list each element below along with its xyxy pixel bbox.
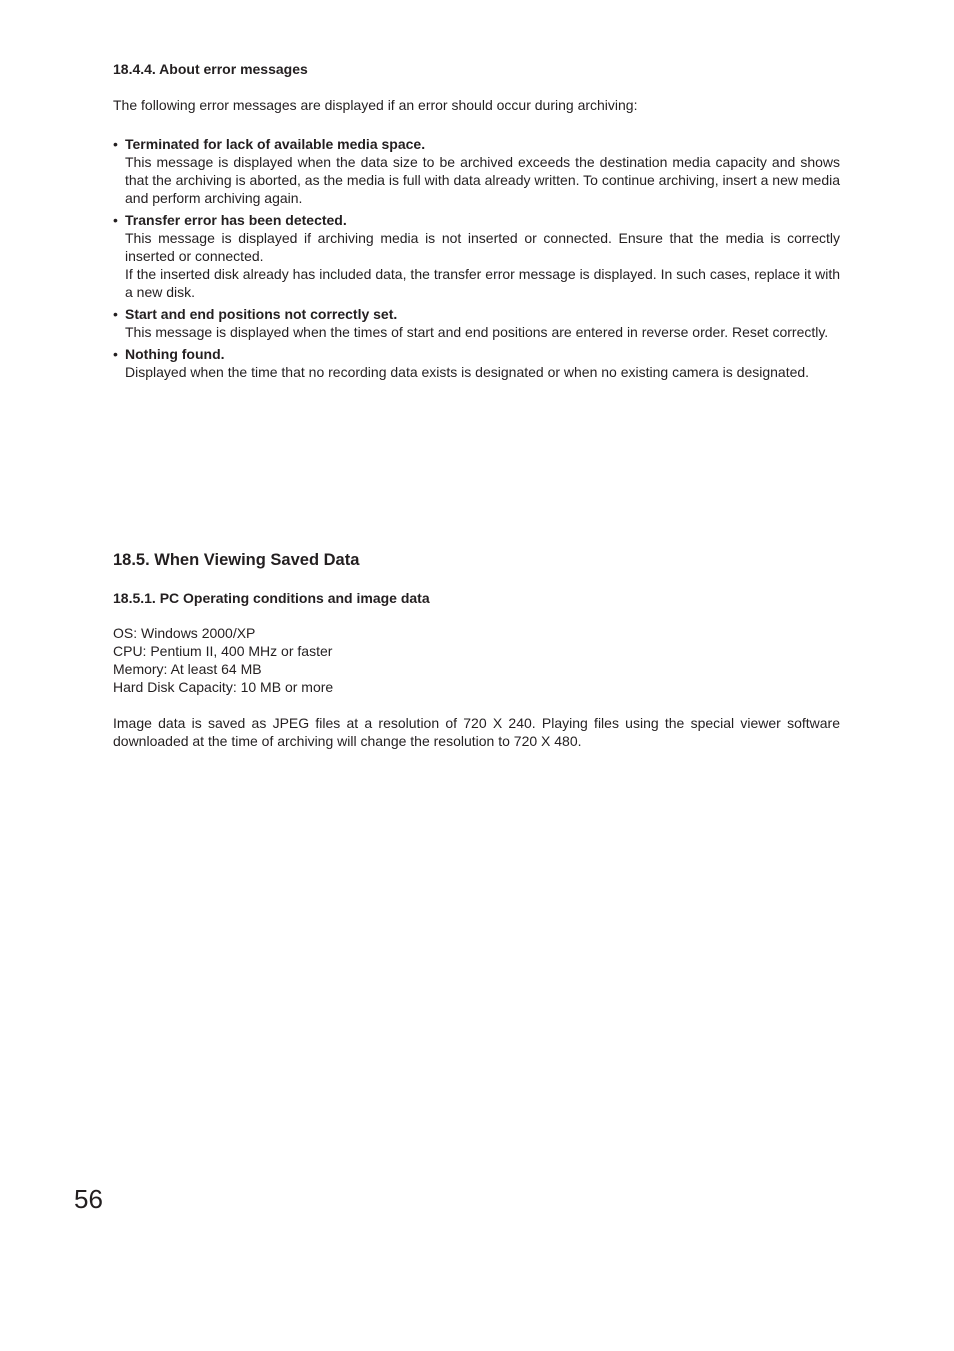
bullet-icon: • xyxy=(113,346,118,362)
error-title: Start and end positions not correctly set. xyxy=(125,306,398,322)
spec-disk: Hard Disk Capacity: 10 MB or more xyxy=(113,679,334,695)
error-messages-intro: The following error messages are displayed if an error should occur during archiving: xyxy=(113,97,638,113)
error-title: Terminated for lack of available media space. xyxy=(125,136,426,152)
spec-os: OS: Windows 2000/XP xyxy=(113,625,256,641)
heading-pc-operating-conditions: 18.5.1. PC Operating conditions and image data xyxy=(113,590,430,606)
bullet-icon: • xyxy=(113,306,118,322)
error-title: Transfer error has been detected. xyxy=(125,212,347,228)
heading-about-error-messages: 18.4.4. About error messages xyxy=(113,61,308,77)
pc-requirements-list xyxy=(113,624,333,696)
error-item-start-end xyxy=(113,305,840,341)
spec-cpu: CPU: Pentium II, 400 MHz or faster xyxy=(113,643,333,659)
error-description: This message is displayed if archiving media is not inserted or connected. Ensure that the media is correctly inserted or connected. xyxy=(125,230,840,264)
error-title: Nothing found. xyxy=(125,346,225,362)
error-description-extra: If the inserted disk already has included data, the transfer error message is displayed. In such cases, replace it with a new disk. xyxy=(125,266,840,300)
error-message-list xyxy=(113,135,840,385)
error-item-media-space xyxy=(113,135,840,207)
error-description: This message is displayed when the data size to be archived exceeds the destination media capacity and shows that the archiving is aborted, as the media is full with data already written. To continue archiving, insert a new media and perform archiving again. xyxy=(125,154,840,206)
error-description: Displayed when the time that no recording data exists is designated or when no existing camera is designated. xyxy=(125,364,810,380)
image-data-note: Image data is saved as JPEG files at a resolution of 720 X 240. Playing files using the special viewer software downloaded at the time of archiving will change the resolution to 720 X 480. xyxy=(113,715,840,749)
heading-viewing-saved-data: 18.5. When Viewing Saved Data xyxy=(113,551,360,569)
bullet-icon: • xyxy=(113,212,118,228)
page-number: 56 xyxy=(74,1184,103,1214)
bullet-icon: • xyxy=(113,136,118,152)
error-description: This message is displayed when the times of start and end positions are entered in reverse order. Reset correctly. xyxy=(125,324,829,340)
error-item-transfer xyxy=(113,211,840,301)
spec-memory: Memory: At least 64 MB xyxy=(113,661,262,677)
error-item-nothing-found xyxy=(113,345,840,381)
